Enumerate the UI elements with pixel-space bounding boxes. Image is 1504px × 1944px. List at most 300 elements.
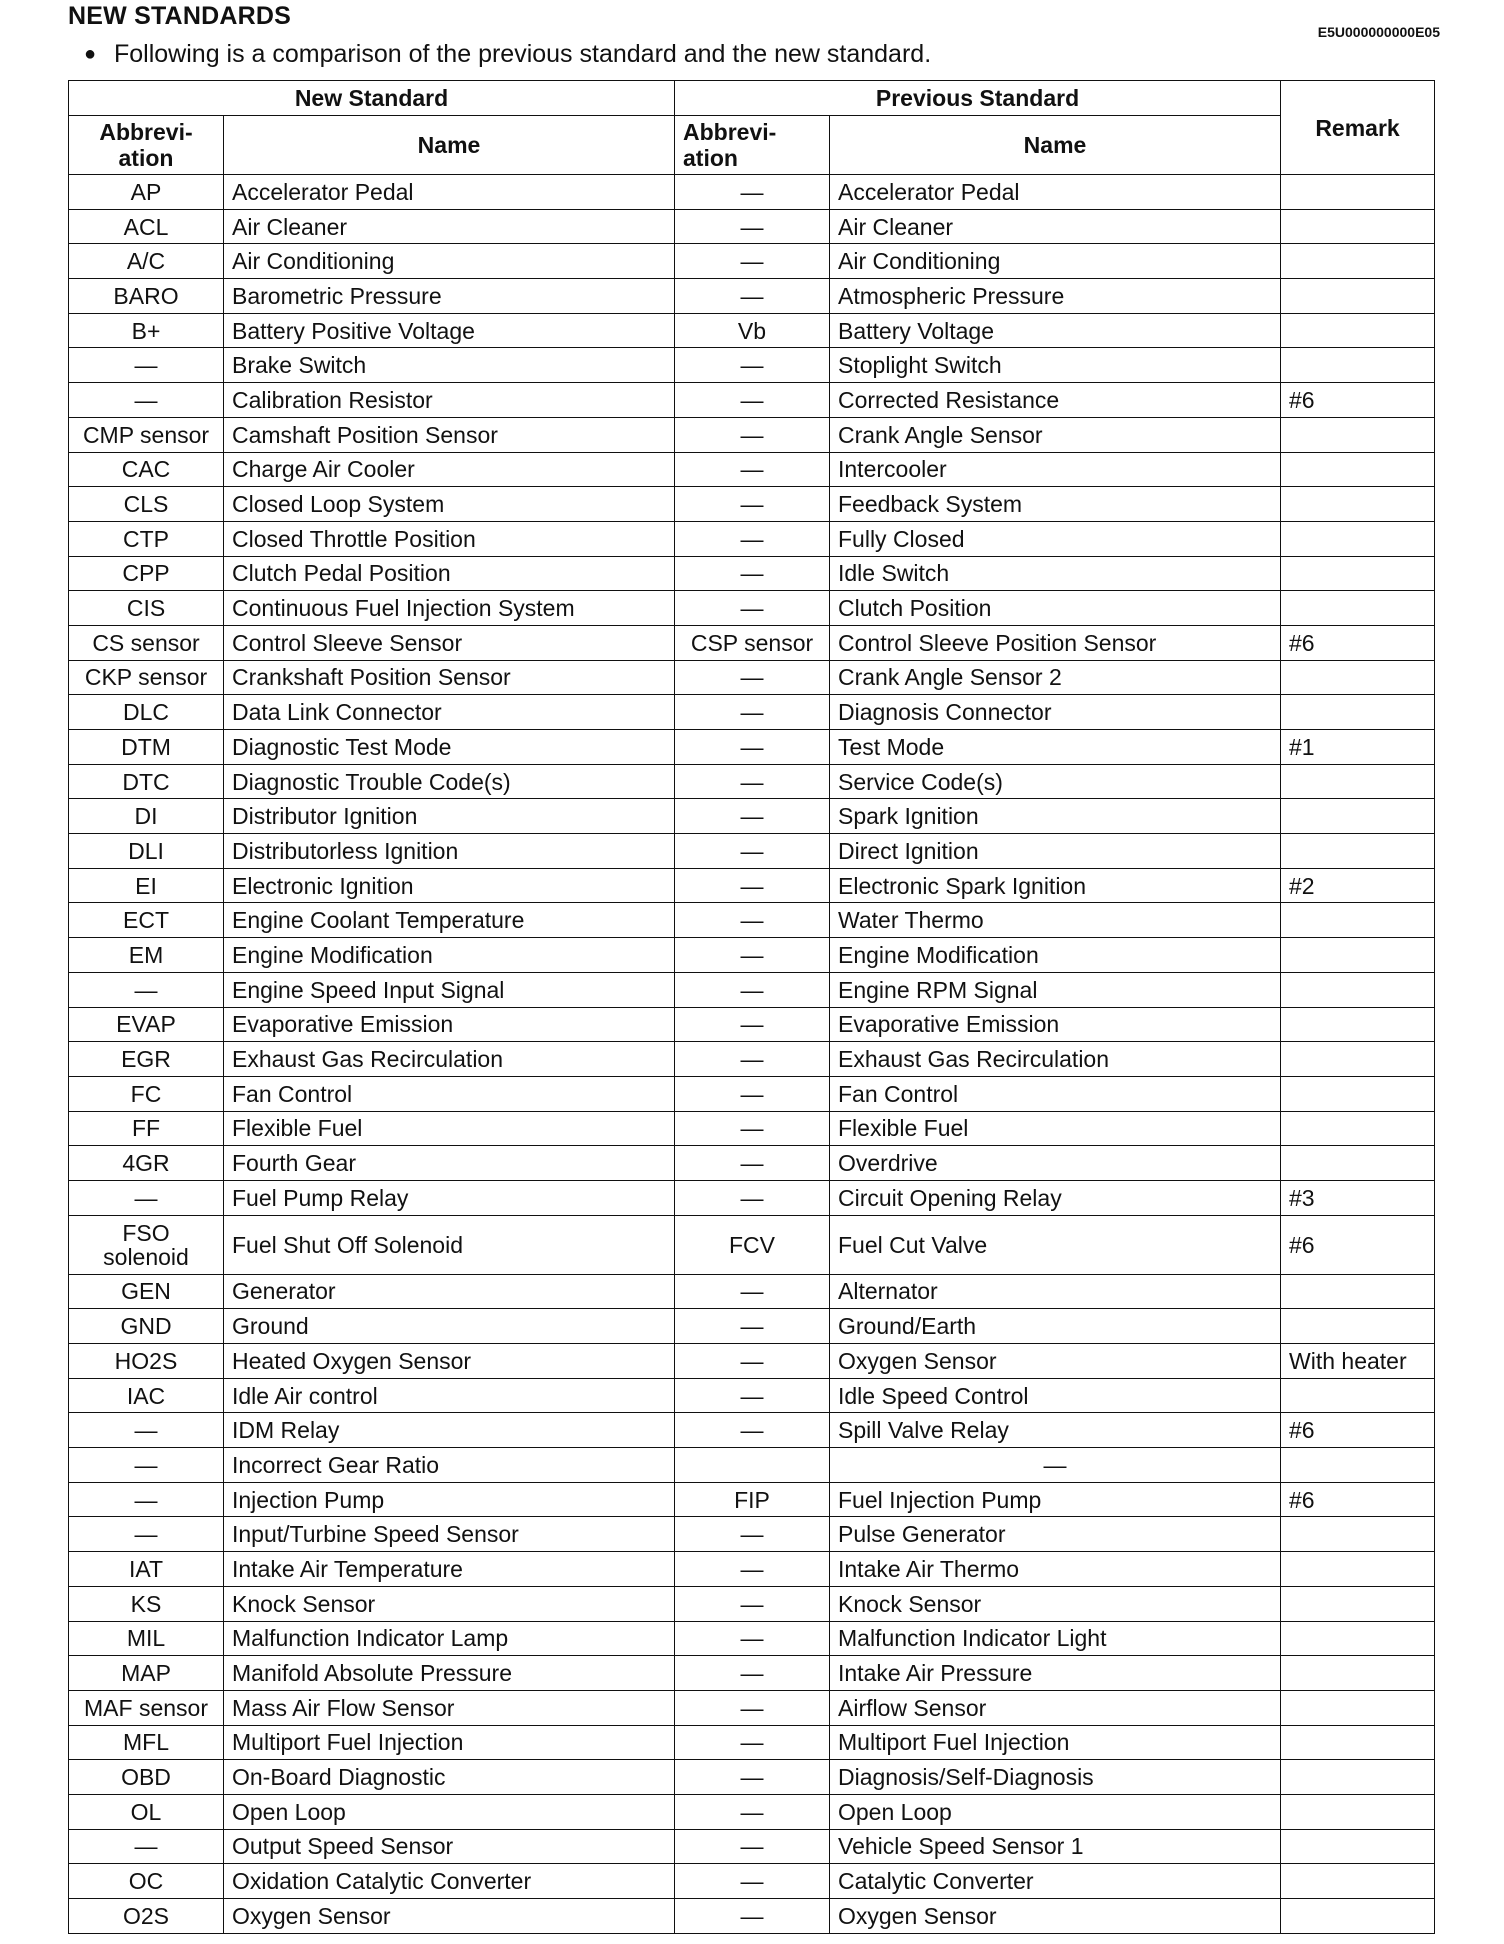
new-name-cell: Output Speed Sensor <box>224 1829 675 1864</box>
new-abbreviation-cell: — <box>69 1482 224 1517</box>
remark-cell <box>1281 1448 1435 1483</box>
previous-abbreviation-cell: — <box>675 209 830 244</box>
new-abbreviation-cell: — <box>69 383 224 418</box>
previous-abbreviation-cell: — <box>675 591 830 626</box>
new-name-cell: Continuous Fuel Injection System <box>224 591 675 626</box>
new-abbreviation-cell: — <box>69 1413 224 1448</box>
new-abbreviation-cell: EI <box>69 868 224 903</box>
new-abbreviation-cell: EGR <box>69 1042 224 1077</box>
new-name-cell: IDM Relay <box>224 1413 675 1448</box>
previous-name-cell: Circuit Opening Relay <box>830 1180 1281 1215</box>
remark-cell <box>1281 764 1435 799</box>
previous-abbreviation-cell: — <box>675 452 830 487</box>
previous-abbreviation-cell: — <box>675 972 830 1007</box>
previous-name-cell: Fan Control <box>830 1076 1281 1111</box>
remark-cell: #6 <box>1281 383 1435 418</box>
new-name-cell: Engine Speed Input Signal <box>224 972 675 1007</box>
new-abbreviation-cell: MFL <box>69 1725 224 1760</box>
table-row <box>69 313 1435 348</box>
previous-name-cell: Control Sleeve Position Sensor <box>830 625 1281 660</box>
new-name-cell: Fourth Gear <box>224 1146 675 1181</box>
previous-name-cell: Diagnosis Connector <box>830 695 1281 730</box>
previous-abbreviation-cell: Vb <box>675 313 830 348</box>
new-name-cell: Electronic Ignition <box>224 868 675 903</box>
remark-cell <box>1281 348 1435 383</box>
table-row <box>69 972 1435 1007</box>
new-abbreviation-cell: BARO <box>69 279 224 314</box>
new-name-cell: Accelerator Pedal <box>224 175 675 210</box>
new-abbreviation-cell: — <box>69 348 224 383</box>
remark-cell <box>1281 521 1435 556</box>
table-row <box>69 1482 1435 1517</box>
previous-name-cell: Engine Modification <box>830 938 1281 973</box>
table-row <box>69 487 1435 522</box>
previous-abbreviation-cell: — <box>675 695 830 730</box>
remark-cell: #6 <box>1281 625 1435 660</box>
remark-cell <box>1281 209 1435 244</box>
previous-name-cell: Engine RPM Signal <box>830 972 1281 1007</box>
intro-sentence: Following is a comparison of the previous standard and the new standard. <box>114 40 932 68</box>
previous-name-cell: Intercooler <box>830 452 1281 487</box>
table-row <box>69 348 1435 383</box>
previous-abbreviation-cell: FIP <box>675 1482 830 1517</box>
new-name-cell: Diagnostic Test Mode <box>224 730 675 765</box>
remark-cell <box>1281 834 1435 869</box>
previous-name-cell: Alternator <box>830 1274 1281 1309</box>
table-row <box>69 1586 1435 1621</box>
new-abbreviation-cell: KS <box>69 1586 224 1621</box>
new-abbreviation-cell: OBD <box>69 1760 224 1795</box>
remark-cell <box>1281 591 1435 626</box>
previous-abbreviation-cell: — <box>675 556 830 591</box>
new-name-cell: Control Sleeve Sensor <box>224 625 675 660</box>
new-name-cell: Brake Switch <box>224 348 675 383</box>
table-row <box>69 625 1435 660</box>
new-name-cell: Input/Turbine Speed Sensor <box>224 1517 675 1552</box>
remark-cell <box>1281 799 1435 834</box>
table-row <box>69 660 1435 695</box>
previous-abbreviation-cell: — <box>675 1007 830 1042</box>
previous-name-cell: Catalytic Converter <box>830 1864 1281 1899</box>
previous-abbreviation-cell: — <box>675 1517 830 1552</box>
new-abbreviation-cell: ACL <box>69 209 224 244</box>
table-row <box>69 1448 1435 1483</box>
new-abbreviation-cell: OL <box>69 1794 224 1829</box>
remark-cell: #2 <box>1281 868 1435 903</box>
new-name-cell: Distributor Ignition <box>224 799 675 834</box>
previous-abbreviation-cell: — <box>675 764 830 799</box>
remark-cell <box>1281 1864 1435 1899</box>
previous-abbreviation-cell: — <box>675 1378 830 1413</box>
page-title: NEW STANDARDS <box>68 2 291 30</box>
bullet-icon: ● <box>84 43 97 65</box>
previous-name-cell: Pulse Generator <box>830 1517 1281 1552</box>
previous-name-cell: Open Loop <box>830 1794 1281 1829</box>
previous-abbreviation-cell: — <box>675 521 830 556</box>
table-row <box>69 1656 1435 1691</box>
new-abbreviation-cell: A/C <box>69 244 224 279</box>
new-name-cell: Knock Sensor <box>224 1586 675 1621</box>
new-abbreviation-cell: HO2S <box>69 1344 224 1379</box>
table-row <box>69 1007 1435 1042</box>
previous-name-cell: Idle Speed Control <box>830 1378 1281 1413</box>
previous-name-cell: Oxygen Sensor <box>830 1899 1281 1934</box>
table-row <box>69 556 1435 591</box>
new-abbreviation-cell: CMP sensor <box>69 417 224 452</box>
new-name-cell: Air Conditioning <box>224 244 675 279</box>
new-name-cell: Calibration Resistor <box>224 383 675 418</box>
new-name-cell: Incorrect Gear Ratio <box>224 1448 675 1483</box>
previous-abbreviation-cell: — <box>675 1656 830 1691</box>
remark-cell <box>1281 556 1435 591</box>
previous-abbreviation-cell: — <box>675 1725 830 1760</box>
previous-name-cell: Overdrive <box>830 1146 1281 1181</box>
new-abbreviation-cell: MAF sensor <box>69 1690 224 1725</box>
new-abbreviation-cell: GND <box>69 1309 224 1344</box>
new-abbreviation-cell: AP <box>69 175 224 210</box>
previous-name-cell: Oxygen Sensor <box>830 1344 1281 1379</box>
previous-abbreviation-cell: — <box>675 1413 830 1448</box>
new-abbreviation-cell: MIL <box>69 1621 224 1656</box>
previous-abbreviation-cell: — <box>675 1760 830 1795</box>
new-name-cell: Closed Throttle Position <box>224 521 675 556</box>
previous-name-cell: Exhaust Gas Recirculation <box>830 1042 1281 1077</box>
new-name-header: Name <box>224 116 675 175</box>
previous-abbreviation-cell: — <box>675 1344 830 1379</box>
previous-name-cell: Air Cleaner <box>830 209 1281 244</box>
new-name-cell: Multiport Fuel Injection <box>224 1725 675 1760</box>
previous-abbreviation-cell: — <box>675 1111 830 1146</box>
remark-cell <box>1281 1378 1435 1413</box>
table-column-header-row <box>69 116 1435 175</box>
table-row <box>69 521 1435 556</box>
new-abbreviation-cell: OC <box>69 1864 224 1899</box>
remark-cell <box>1281 1725 1435 1760</box>
new-abbreviation-cell: DLI <box>69 834 224 869</box>
table-row <box>69 903 1435 938</box>
new-name-cell: Flexible Fuel <box>224 1111 675 1146</box>
new-name-cell: On-Board Diagnostic <box>224 1760 675 1795</box>
table-row <box>69 1621 1435 1656</box>
remark-cell <box>1281 1111 1435 1146</box>
previous-name-cell: Service Code(s) <box>830 764 1281 799</box>
previous-abbreviation-cell: — <box>675 1180 830 1215</box>
previous-abbreviation-cell: — <box>675 660 830 695</box>
new-abbreviation-cell: ECT <box>69 903 224 938</box>
remark-cell: #6 <box>1281 1482 1435 1517</box>
previous-name-cell: Crank Angle Sensor <box>830 417 1281 452</box>
remark-cell <box>1281 1690 1435 1725</box>
previous-abbreviation-cell: FCV <box>675 1215 830 1274</box>
new-name-cell: Engine Coolant Temperature <box>224 903 675 938</box>
remark-header: Remark <box>1281 81 1435 175</box>
table-row <box>69 175 1435 210</box>
new-name-cell: Oxygen Sensor <box>224 1899 675 1934</box>
remark-cell <box>1281 1309 1435 1344</box>
previous-abbreviation-cell: — <box>675 1621 830 1656</box>
new-name-cell: Oxidation Catalytic Converter <box>224 1864 675 1899</box>
previous-abbreviation-cell: — <box>675 1309 830 1344</box>
table-row <box>69 1864 1435 1899</box>
new-abbreviation-cell: 4GR <box>69 1146 224 1181</box>
previous-name-cell: Spark Ignition <box>830 799 1281 834</box>
previous-name-cell: Flexible Fuel <box>830 1111 1281 1146</box>
previous-abbreviation-cell: — <box>675 1899 830 1934</box>
table-row <box>69 1829 1435 1864</box>
table-row <box>69 383 1435 418</box>
table-row <box>69 1690 1435 1725</box>
remark-cell <box>1281 938 1435 973</box>
previous-name-cell: Direct Ignition <box>830 834 1281 869</box>
new-abbreviation-cell: FSO solenoid <box>69 1215 224 1274</box>
new-name-cell: Engine Modification <box>224 938 675 973</box>
table-row <box>69 764 1435 799</box>
previous-abbreviation-cell: — <box>675 1552 830 1587</box>
new-name-cell: Camshaft Position Sensor <box>224 417 675 452</box>
remark-cell <box>1281 313 1435 348</box>
previous-abbreviation-cell: — <box>675 244 830 279</box>
table-row <box>69 1552 1435 1587</box>
previous-name-cell: Feedback System <box>830 487 1281 522</box>
previous-name-cell: Fuel Cut Valve <box>830 1215 1281 1274</box>
previous-name-cell: Corrected Resistance <box>830 383 1281 418</box>
previous-name-cell: Air Conditioning <box>830 244 1281 279</box>
new-name-cell: Ground <box>224 1309 675 1344</box>
table-row <box>69 1413 1435 1448</box>
remark-cell <box>1281 972 1435 1007</box>
new-abbreviation-cell: — <box>69 1448 224 1483</box>
previous-name-header: Name <box>830 116 1281 175</box>
previous-abbreviation-cell: — <box>675 868 830 903</box>
previous-name-cell: Idle Switch <box>830 556 1281 591</box>
new-abbreviation-cell: CLS <box>69 487 224 522</box>
previous-name-cell: Crank Angle Sensor 2 <box>830 660 1281 695</box>
previous-abbreviation-cell: — <box>675 938 830 973</box>
previous-name-cell: Intake Air Pressure <box>830 1656 1281 1691</box>
new-abbreviation-cell: CPP <box>69 556 224 591</box>
previous-standard-header: Previous Standard <box>675 81 1281 116</box>
new-name-cell: Data Link Connector <box>224 695 675 730</box>
previous-abbreviation-cell: — <box>675 799 830 834</box>
previous-name-cell: Atmospheric Pressure <box>830 279 1281 314</box>
new-name-cell: Air Cleaner <box>224 209 675 244</box>
table-row <box>69 1899 1435 1934</box>
new-abbreviation-cell: O2S <box>69 1899 224 1934</box>
table-row <box>69 1076 1435 1111</box>
table-row <box>69 209 1435 244</box>
new-name-cell: Distributorless Ignition <box>224 834 675 869</box>
remark-cell <box>1281 417 1435 452</box>
remark-cell <box>1281 452 1435 487</box>
new-name-cell: Mass Air Flow Sensor <box>224 1690 675 1725</box>
remark-cell <box>1281 175 1435 210</box>
new-name-cell: Open Loop <box>224 1794 675 1829</box>
new-abbreviation-cell: — <box>69 1829 224 1864</box>
previous-abbreviation-cell: — <box>675 1076 830 1111</box>
previous-abbreviation-cell <box>675 1448 830 1483</box>
previous-name-cell: Airflow Sensor <box>830 1690 1281 1725</box>
previous-name-cell: Water Thermo <box>830 903 1281 938</box>
table-row <box>69 279 1435 314</box>
standards-comparison-table <box>68 80 1435 1934</box>
previous-name-cell: Test Mode <box>830 730 1281 765</box>
table-row <box>69 1517 1435 1552</box>
new-abbreviation-cell: IAC <box>69 1378 224 1413</box>
remark-cell <box>1281 903 1435 938</box>
previous-name-cell: Intake Air Thermo <box>830 1552 1281 1587</box>
remark-cell <box>1281 1517 1435 1552</box>
new-abbreviation-cell: — <box>69 1180 224 1215</box>
table-row <box>69 938 1435 973</box>
remark-cell: #6 <box>1281 1413 1435 1448</box>
table-row <box>69 1146 1435 1181</box>
table-row <box>69 834 1435 869</box>
previous-name-cell: Spill Valve Relay <box>830 1413 1281 1448</box>
new-name-cell: Fuel Pump Relay <box>224 1180 675 1215</box>
new-name-cell: Clutch Pedal Position <box>224 556 675 591</box>
previous-name-cell: — <box>830 1448 1281 1483</box>
remark-cell <box>1281 1760 1435 1795</box>
table-row <box>69 1344 1435 1379</box>
remark-cell <box>1281 1042 1435 1077</box>
remark-cell <box>1281 695 1435 730</box>
new-name-cell: Heated Oxygen Sensor <box>224 1344 675 1379</box>
previous-abbreviation-cell: — <box>675 383 830 418</box>
previous-abbreviation-cell: CSP sensor <box>675 625 830 660</box>
new-abbreviation-cell: DI <box>69 799 224 834</box>
table-row <box>69 1760 1435 1795</box>
table-row <box>69 1215 1435 1274</box>
new-name-cell: Injection Pump <box>224 1482 675 1517</box>
remark-cell <box>1281 1656 1435 1691</box>
new-name-cell: Fuel Shut Off Solenoid <box>224 1215 675 1274</box>
table-row <box>69 1042 1435 1077</box>
new-abbreviation-cell: CKP sensor <box>69 660 224 695</box>
previous-name-cell: Battery Voltage <box>830 313 1281 348</box>
remark-cell <box>1281 1274 1435 1309</box>
remark-cell: #1 <box>1281 730 1435 765</box>
remark-cell: With heater <box>1281 1344 1435 1379</box>
previous-abbreviation-cell: — <box>675 1586 830 1621</box>
table-body <box>69 175 1435 1934</box>
previous-name-cell: Electronic Spark Ignition <box>830 868 1281 903</box>
previous-name-cell: Accelerator Pedal <box>830 175 1281 210</box>
previous-abbreviation-cell: — <box>675 730 830 765</box>
new-name-cell: Closed Loop System <box>224 487 675 522</box>
new-name-cell: Battery Positive Voltage <box>224 313 675 348</box>
remark-cell <box>1281 1007 1435 1042</box>
new-abbreviation-cell: — <box>69 1517 224 1552</box>
new-name-cell: Malfunction Indicator Lamp <box>224 1621 675 1656</box>
previous-abbreviation-cell: — <box>675 1146 830 1181</box>
table-row <box>69 1274 1435 1309</box>
remark-cell <box>1281 1586 1435 1621</box>
previous-abbreviation-cell: — <box>675 903 830 938</box>
new-abbreviation-cell: EVAP <box>69 1007 224 1042</box>
table-row <box>69 452 1435 487</box>
new-abbreviation-cell: MAP <box>69 1656 224 1691</box>
table-row <box>69 695 1435 730</box>
table-row <box>69 868 1435 903</box>
new-abbreviation-cell: EM <box>69 938 224 973</box>
previous-name-cell: Fuel Injection Pump <box>830 1482 1281 1517</box>
new-abbreviation-cell: B+ <box>69 313 224 348</box>
table-row <box>69 1111 1435 1146</box>
intro-text <box>84 40 931 69</box>
document-code: E5U000000000E05 <box>1317 24 1440 40</box>
previous-abbreviation-cell: — <box>675 1042 830 1077</box>
new-name-cell: Charge Air Cooler <box>224 452 675 487</box>
new-abbreviation-cell: IAT <box>69 1552 224 1587</box>
previous-name-cell: Clutch Position <box>830 591 1281 626</box>
new-abbreviation-cell: CIS <box>69 591 224 626</box>
previous-name-cell: Fully Closed <box>830 521 1281 556</box>
previous-abbreviation-cell: — <box>675 1829 830 1864</box>
table-row <box>69 1794 1435 1829</box>
previous-name-cell: Knock Sensor <box>830 1586 1281 1621</box>
previous-name-cell: Ground/Earth <box>830 1309 1281 1344</box>
previous-abbreviation-cell: — <box>675 1864 830 1899</box>
remark-cell <box>1281 660 1435 695</box>
new-abbreviation-cell: FC <box>69 1076 224 1111</box>
new-abbreviation-cell: DTM <box>69 730 224 765</box>
new-abbreviation-cell: GEN <box>69 1274 224 1309</box>
previous-abbreviation-cell: — <box>675 348 830 383</box>
previous-abbreviation-cell: — <box>675 417 830 452</box>
new-name-cell: Fan Control <box>224 1076 675 1111</box>
previous-name-cell: Multiport Fuel Injection <box>830 1725 1281 1760</box>
table-row <box>69 1725 1435 1760</box>
new-standard-header: New Standard <box>69 81 675 116</box>
new-abbreviation-cell: CTP <box>69 521 224 556</box>
new-name-cell: Generator <box>224 1274 675 1309</box>
table-row <box>69 417 1435 452</box>
remark-cell <box>1281 1794 1435 1829</box>
new-name-cell: Exhaust Gas Recirculation <box>224 1042 675 1077</box>
remark-cell: #6 <box>1281 1215 1435 1274</box>
previous-abbreviation-cell: — <box>675 487 830 522</box>
new-abbreviation-cell: CS sensor <box>69 625 224 660</box>
table-row <box>69 1180 1435 1215</box>
table-group-header-row <box>69 81 1435 116</box>
remark-cell: #3 <box>1281 1180 1435 1215</box>
remark-cell <box>1281 1621 1435 1656</box>
table-row <box>69 730 1435 765</box>
table-row <box>69 244 1435 279</box>
previous-name-cell: Malfunction Indicator Light <box>830 1621 1281 1656</box>
new-abbreviation-header: Abbrevi-ation <box>69 116 224 175</box>
new-name-cell: Diagnostic Trouble Code(s) <box>224 764 675 799</box>
remark-cell <box>1281 1552 1435 1587</box>
new-abbreviation-cell: CAC <box>69 452 224 487</box>
table-row <box>69 799 1435 834</box>
previous-abbreviation-cell: — <box>675 175 830 210</box>
new-abbreviation-cell: DTC <box>69 764 224 799</box>
table-row <box>69 591 1435 626</box>
previous-abbreviation-cell: — <box>675 1794 830 1829</box>
previous-name-cell: Evaporative Emission <box>830 1007 1281 1042</box>
new-name-cell: Evaporative Emission <box>224 1007 675 1042</box>
previous-abbreviation-cell: — <box>675 1274 830 1309</box>
remark-cell <box>1281 1076 1435 1111</box>
new-name-cell: Barometric Pressure <box>224 279 675 314</box>
new-name-cell: Manifold Absolute Pressure <box>224 1656 675 1691</box>
remark-cell <box>1281 244 1435 279</box>
previous-name-cell: Stoplight Switch <box>830 348 1281 383</box>
remark-cell <box>1281 487 1435 522</box>
remark-cell <box>1281 279 1435 314</box>
previous-abbreviation-cell: — <box>675 279 830 314</box>
